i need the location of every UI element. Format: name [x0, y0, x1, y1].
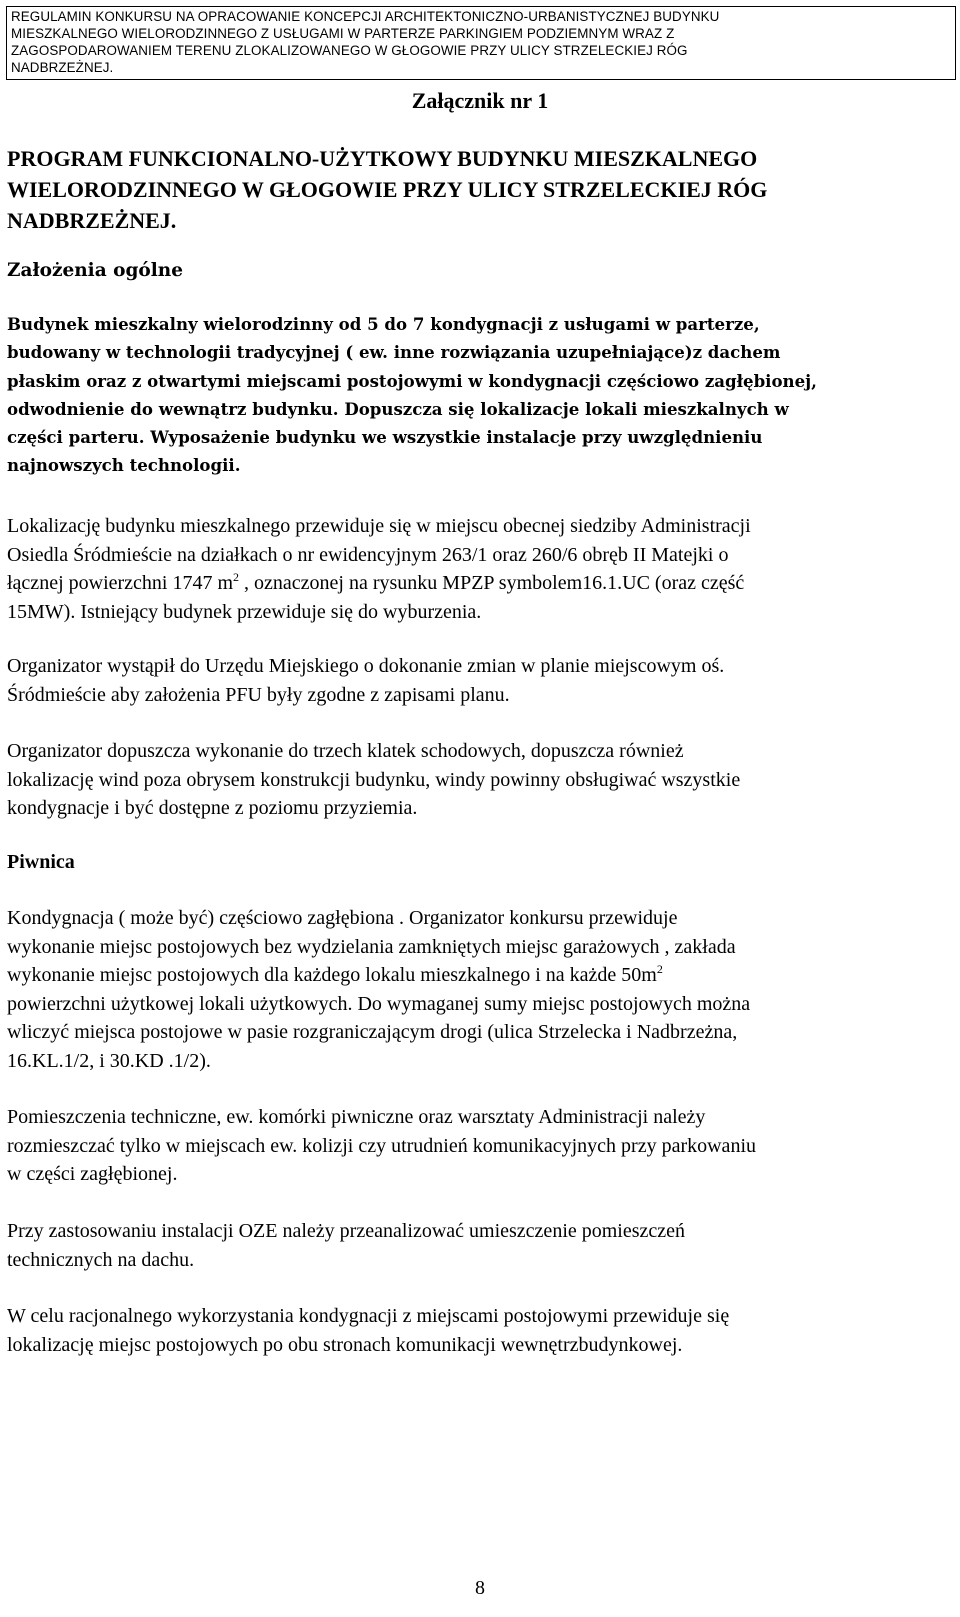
basement-paragraph: [7, 904, 932, 1076]
superscript: 2: [233, 570, 240, 585]
header-line: REGULAMIN KONKURSU NA OPRACOWANIE KONCEPCJI ARCHITEKTONICZNO-URBANISTYCZNEJ BUDYNKU: [11, 9, 720, 24]
technical-rooms-paragraph: [7, 1103, 932, 1189]
paragraph-line: wykonanie miejsc postojowych bez wydzielania zamkniętych miejsc garażowych , zakłada: [7, 935, 736, 958]
organizer-paragraph: [7, 652, 932, 709]
paragraph-line: wliczyć miejsca postojowe w pasie rozgraniczającym drogi (ulica Strzelecka i Nadbrzeżna,: [7, 1021, 738, 1044]
paragraph-line: 16.KL.1/2, i 30.KD .1/2).: [7, 1049, 211, 1072]
paragraph-line: odwodnienie do wewnątrz budynku. Dopuszcza się lokalizacje lokali mieszkalnych w: [7, 398, 789, 419]
paragraph-line: Kondygnacja ( może być) częściowo zagłębiona . Organizator konkursu przewiduje: [7, 907, 678, 929]
superscript: 2: [656, 962, 663, 977]
paragraph-line: w części zagłębionej.: [7, 1163, 178, 1186]
section-heading-general: Założenia ogólne: [7, 260, 183, 281]
paragraph-line: lokalizację wind poza obrysem konstrukcji budynku, windy powinny obsługiwać wszystkie: [7, 768, 741, 791]
paragraph-line: W celu racjonalnego wykorzystania kondygnacji z miejscami postojowymi przewiduje się: [7, 1305, 730, 1327]
paragraph-line: technicznych na dachu.: [7, 1248, 195, 1271]
paragraph-line: płaskim oraz z otwartymi miejscami postojowymi w kondygnacji częściowo zagłębionej,: [7, 370, 817, 391]
header-line: MIESZKALNEGO WIELORODZINNEGO Z USŁUGAMI W PARTERZE PARKINGIEM PODZIEMNYM WRAZ Z: [11, 26, 675, 41]
paragraph-line: kondygnacje i być dostępne z poziomu przyziemia.: [7, 797, 418, 820]
paragraph-line: [7, 569, 932, 598]
parking-rule-text: wykonanie miejsc postojowych dla każdego lokalu mieszkalnego i na każde 50m: [7, 964, 657, 987]
paragraph-line: rozmieszczać tylko w miejscach ew. kolizji czy utrudnień komunikacyjnych przy parkowaniu: [7, 1134, 756, 1157]
paragraph-line: Przy zastosowaniu instalacji OZE należy przeanalizować umieszczenie pomieszczeń: [7, 1220, 686, 1242]
page-number: 8: [475, 1577, 485, 1599]
paragraph-line: Osiedla Śródmieście na działkach o nr ewidencyjnym 263/1 oraz 260/6 obręb II Matejki o: [7, 543, 729, 566]
header-line: NADBRZEŻNEJ.: [11, 60, 114, 75]
title-line: WIELORODZINNEGO W GŁOGOWIE PRZY ULICY STRZELECKIEJ RÓG: [7, 177, 768, 202]
stairs-paragraph: [7, 737, 932, 823]
regulation-header: [6, 6, 956, 80]
paragraph-line: najnowszych technologii.: [7, 455, 241, 476]
paragraph-line: lokalizację miejsc postojowych po obu stronach komunikacji wewnętrzbudynkowej.: [7, 1333, 683, 1356]
parking-layout-paragraph: [7, 1302, 932, 1359]
paragraph-line: powierzchni użytkowej lokali użytkowych. Do wymaganej sumy miejsc postojowych można: [7, 992, 751, 1015]
paragraph-line: Lokalizację budynku mieszkalnego przewiduje się w miejscu obecnej siedziby Administracji: [7, 515, 751, 537]
location-paragraph: [7, 512, 932, 626]
paragraph-line: Organizator dopuszcza wykonanie do trzech klatek schodowych, dopuszcza również: [7, 740, 684, 762]
paragraph-line: Budynek mieszkalny wielorodzinny od 5 do 7 kondygnacji z usługami w parterze,: [7, 314, 760, 334]
title-line: PROGRAM FUNKCIONALNO-UŻYTKOWY BUDYNKU MIESZKALNEGO: [7, 146, 758, 171]
general-assumptions-paragraph: [7, 310, 952, 480]
title-line: NADBRZEŻNEJ.: [7, 208, 177, 233]
plan-symbol-text: , oznaczonej na rysunku MPZP symbolem16.1.UC (oraz część: [239, 572, 745, 595]
document-title: [7, 143, 942, 236]
annex-title: Załącznik nr 1: [411, 88, 549, 113]
oze-paragraph: [7, 1217, 932, 1274]
paragraph-line: części parteru. Wyposażenie budynku we wszystkie instalacje przy uwzględnieniu: [7, 427, 763, 448]
paragraph-line: Śródmieście aby założenia PFU były zgodne z zapisami planu.: [7, 683, 510, 706]
paragraph-line: budowany w technologii tradycyjnej ( ew. inne rozwiązania uzupełniające)z dachem: [7, 342, 781, 363]
area-text: łącznej powierzchni 1747 m: [7, 572, 234, 595]
section-heading-basement: Piwnica: [7, 851, 75, 873]
paragraph-line: Pomieszczenia techniczne, ew. komórki piwniczne oraz warsztaty Administracji należy: [7, 1106, 706, 1128]
paragraph-line: Organizator wystąpił do Urzędu Miejskiego o dokonanie zmian w planie miejscowym oś.: [7, 655, 725, 677]
paragraph-line: 15MW). Istniejący budynek przewiduje się do wyburzenia.: [7, 600, 482, 623]
header-line: ZAGOSPODAROWANIEM TERENU ZLOKALIZOWANEGO W GŁOGOWIE PRZY ULICY STRZELECKIEJ RÓG: [11, 43, 688, 58]
paragraph-line: [7, 961, 932, 990]
